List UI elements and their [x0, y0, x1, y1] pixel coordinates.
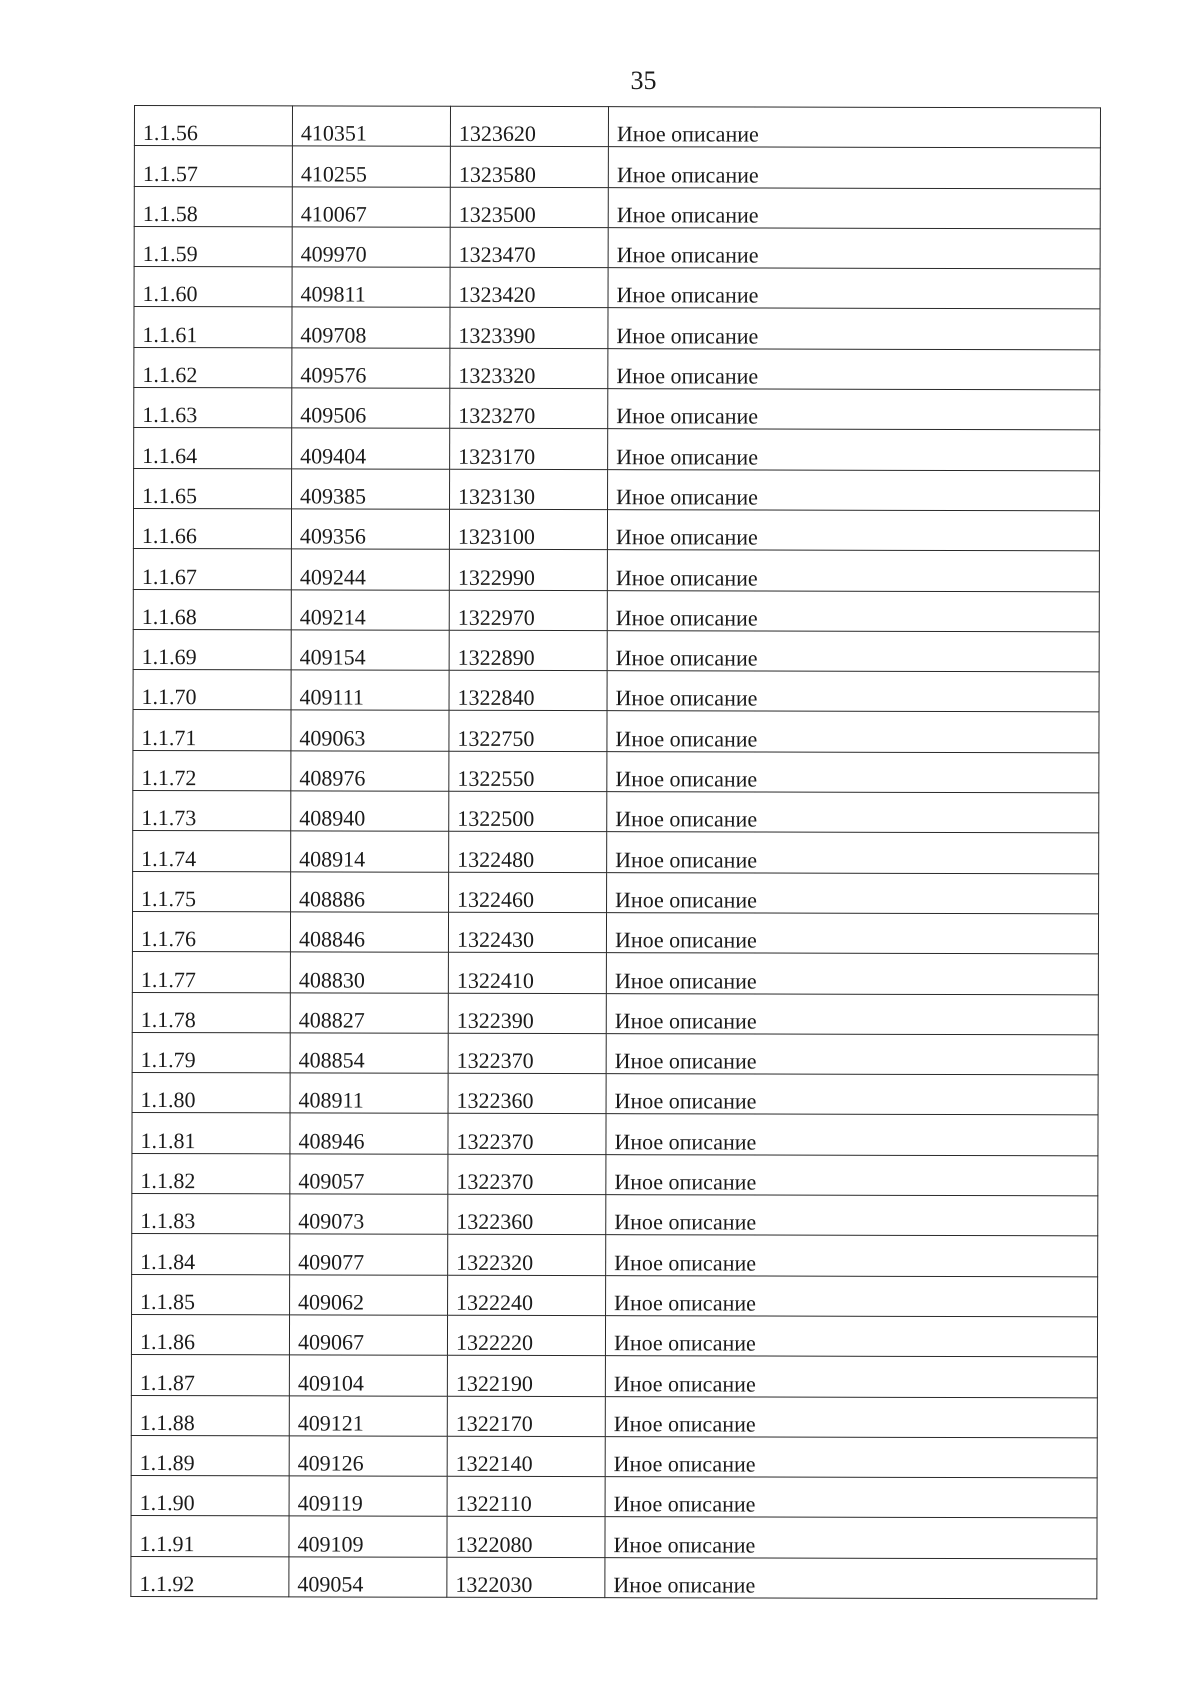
description-cell: Иное описание — [607, 792, 1099, 833]
table-row — [131, 1435, 1097, 1478]
x-coordinate-cell: 408827 — [290, 992, 448, 1033]
description-cell: Иное описание — [608, 228, 1100, 269]
x-coordinate-cell: 408914 — [291, 831, 449, 872]
description-cell: Иное описание — [607, 751, 1099, 792]
x-coordinate-cell: 408940 — [291, 791, 449, 832]
y-coordinate-cell: 1322110 — [447, 1476, 605, 1517]
x-coordinate-cell: 409067 — [289, 1315, 447, 1356]
point-number-cell: 1.1.64 — [134, 428, 292, 469]
table-row — [131, 1355, 1097, 1398]
y-coordinate-cell: 1322970 — [449, 590, 607, 631]
point-number-cell: 1.1.73 — [133, 791, 291, 832]
y-coordinate-cell: 1322500 — [449, 791, 607, 832]
table-row — [134, 146, 1100, 189]
y-coordinate-cell: 1322410 — [448, 953, 606, 994]
point-number-cell: 1.1.78 — [132, 992, 290, 1033]
table-row — [132, 992, 1098, 1035]
description-cell: Иное описание — [608, 268, 1100, 309]
table-row — [133, 589, 1099, 632]
point-number-cell: 1.1.89 — [131, 1435, 289, 1476]
y-coordinate-cell: 1322370 — [448, 1114, 606, 1155]
point-number-cell: 1.1.59 — [134, 226, 292, 267]
description-cell: Иное описание — [606, 913, 1098, 954]
x-coordinate-cell: 409104 — [289, 1355, 447, 1396]
y-coordinate-cell: 1322320 — [448, 1235, 606, 1276]
x-coordinate-cell: 409244 — [291, 549, 449, 590]
table-row — [134, 307, 1100, 350]
table-row — [131, 1314, 1097, 1357]
description-cell: Иное описание — [605, 1477, 1097, 1518]
y-coordinate-cell: 1322140 — [447, 1436, 605, 1477]
point-number-cell: 1.1.80 — [132, 1073, 290, 1114]
table-row — [132, 1153, 1098, 1196]
table-row — [133, 871, 1099, 914]
description-cell: Иное описание — [606, 993, 1098, 1034]
coordinates-table — [130, 105, 1101, 1599]
point-number-cell: 1.1.76 — [132, 911, 290, 952]
x-coordinate-cell: 409576 — [292, 348, 450, 389]
x-coordinate-cell: 408911 — [290, 1073, 448, 1114]
point-number-cell: 1.1.87 — [131, 1355, 289, 1396]
point-number-cell: 1.1.88 — [131, 1395, 289, 1436]
x-coordinate-cell: 409356 — [291, 509, 449, 550]
point-number-cell: 1.1.81 — [132, 1113, 290, 1154]
point-number-cell: 1.1.56 — [134, 106, 292, 147]
point-number-cell: 1.1.74 — [133, 831, 291, 872]
y-coordinate-cell: 1323500 — [450, 187, 608, 228]
table-row — [133, 549, 1099, 592]
x-coordinate-cell: 409121 — [289, 1395, 447, 1436]
x-coordinate-cell: 409154 — [291, 630, 449, 671]
table-row — [134, 428, 1100, 471]
x-coordinate-cell: 410067 — [292, 186, 450, 227]
table-row — [132, 911, 1098, 954]
y-coordinate-cell: 1323170 — [450, 429, 608, 470]
description-cell: Иное описание — [606, 1235, 1098, 1276]
table-row — [133, 629, 1099, 672]
point-number-cell: 1.1.67 — [133, 549, 291, 590]
description-cell: Иное описание — [607, 671, 1099, 712]
x-coordinate-cell: 409214 — [291, 589, 449, 630]
description-cell: Иное описание — [608, 147, 1100, 188]
x-coordinate-cell: 409970 — [292, 227, 450, 268]
description-cell: Иное описание — [607, 832, 1099, 873]
point-number-cell: 1.1.86 — [131, 1314, 289, 1355]
page-number: 35 — [630, 66, 657, 95]
y-coordinate-cell: 1322390 — [448, 993, 606, 1034]
table-row — [134, 388, 1100, 431]
x-coordinate-cell: 408946 — [290, 1113, 448, 1154]
y-coordinate-cell: 1322840 — [449, 670, 607, 711]
description-cell: Иное описание — [607, 631, 1099, 672]
x-coordinate-cell: 409385 — [292, 469, 450, 510]
y-coordinate-cell: 1322990 — [449, 550, 607, 591]
point-number-cell: 1.1.83 — [132, 1194, 290, 1235]
x-coordinate-cell: 409109 — [289, 1516, 447, 1557]
point-number-cell: 1.1.68 — [133, 589, 291, 630]
y-coordinate-cell: 1322890 — [449, 630, 607, 671]
y-coordinate-cell: 1323270 — [450, 388, 608, 429]
table-row — [132, 1073, 1098, 1116]
description-cell: Иное описание — [605, 1396, 1097, 1437]
description-cell: Иное описание — [608, 308, 1100, 349]
y-coordinate-cell: 1322360 — [448, 1194, 606, 1235]
point-number-cell: 1.1.84 — [132, 1234, 290, 1275]
y-coordinate-cell: 1322360 — [448, 1073, 606, 1114]
point-number-cell: 1.1.65 — [134, 468, 292, 509]
description-cell: Иное описание — [606, 1114, 1098, 1155]
table-body — [131, 106, 1101, 1599]
point-number-cell: 1.1.75 — [133, 871, 291, 912]
point-number-cell: 1.1.62 — [134, 347, 292, 388]
table-row — [134, 186, 1100, 229]
table-row — [131, 1556, 1097, 1599]
description-cell: Иное описание — [607, 711, 1099, 752]
table-row — [134, 267, 1100, 310]
description-cell: Иное описание — [605, 1436, 1097, 1477]
table-row — [133, 791, 1099, 834]
table-row — [132, 1274, 1098, 1317]
point-number-cell: 1.1.60 — [134, 267, 292, 308]
table-row — [134, 468, 1100, 511]
y-coordinate-cell: 1322170 — [447, 1396, 605, 1437]
table-row — [132, 1194, 1098, 1237]
point-number-cell: 1.1.79 — [132, 1032, 290, 1073]
description-cell: Иное описание — [606, 1154, 1098, 1195]
x-coordinate-cell: 409062 — [290, 1274, 448, 1315]
y-coordinate-cell: 1322220 — [447, 1315, 605, 1356]
description-cell: Иное описание — [607, 590, 1099, 631]
x-coordinate-cell: 409111 — [291, 670, 449, 711]
y-coordinate-cell: 1323100 — [449, 509, 607, 550]
x-coordinate-cell: 409811 — [292, 267, 450, 308]
description-cell: Иное описание — [606, 1195, 1098, 1236]
table-row — [131, 1476, 1097, 1519]
x-coordinate-cell: 409054 — [289, 1557, 447, 1598]
point-number-cell: 1.1.63 — [134, 388, 292, 429]
point-number-cell: 1.1.77 — [132, 952, 290, 993]
description-cell: Иное описание — [605, 1316, 1097, 1357]
y-coordinate-cell: 1323390 — [450, 308, 608, 349]
point-number-cell: 1.1.57 — [134, 146, 292, 187]
description-cell: Иное описание — [607, 510, 1099, 551]
y-coordinate-cell: 1322550 — [449, 751, 607, 792]
x-coordinate-cell: 409063 — [291, 710, 449, 751]
table-row — [132, 1032, 1098, 1075]
description-cell: Иное описание — [606, 1275, 1098, 1316]
point-number-cell: 1.1.58 — [134, 186, 292, 227]
table-row — [131, 1516, 1097, 1559]
y-coordinate-cell: 1322750 — [449, 711, 607, 752]
y-coordinate-cell: 1323420 — [450, 267, 608, 308]
x-coordinate-cell: 410351 — [292, 106, 450, 147]
x-coordinate-cell: 409708 — [292, 307, 450, 348]
description-cell: Иное описание — [606, 1033, 1098, 1074]
table-row — [133, 670, 1099, 713]
point-number-cell: 1.1.70 — [133, 670, 291, 711]
x-coordinate-cell: 409119 — [289, 1476, 447, 1517]
x-coordinate-cell: 409077 — [290, 1234, 448, 1275]
point-number-cell: 1.1.92 — [131, 1556, 289, 1597]
table-row — [132, 1113, 1098, 1156]
table-row — [134, 347, 1100, 390]
table-row — [133, 831, 1099, 874]
table-row — [132, 1234, 1098, 1277]
table-row — [133, 750, 1099, 793]
description-cell: Иное описание — [607, 550, 1099, 591]
x-coordinate-cell: 408886 — [291, 872, 449, 913]
y-coordinate-cell: 1322460 — [449, 872, 607, 913]
y-coordinate-cell: 1323620 — [450, 106, 608, 147]
description-cell: Иное описание — [608, 389, 1100, 430]
point-number-cell: 1.1.90 — [131, 1476, 289, 1517]
x-coordinate-cell: 408830 — [290, 952, 448, 993]
y-coordinate-cell: 1323580 — [450, 147, 608, 188]
y-coordinate-cell: 1322080 — [447, 1517, 605, 1558]
description-cell: Иное описание — [606, 953, 1098, 994]
x-coordinate-cell: 410255 — [292, 146, 450, 187]
point-number-cell: 1.1.61 — [134, 307, 292, 348]
table-row — [133, 508, 1099, 551]
y-coordinate-cell: 1323320 — [450, 348, 608, 389]
point-number-cell: 1.1.82 — [132, 1153, 290, 1194]
point-number-cell: 1.1.71 — [133, 710, 291, 751]
point-number-cell: 1.1.85 — [132, 1274, 290, 1315]
y-coordinate-cell: 1322370 — [448, 1033, 606, 1074]
x-coordinate-cell: 409506 — [292, 388, 450, 429]
y-coordinate-cell: 1322480 — [449, 832, 607, 873]
description-cell: Иное описание — [608, 469, 1100, 510]
point-number-cell: 1.1.91 — [131, 1516, 289, 1557]
description-cell: Иное описание — [605, 1356, 1097, 1397]
y-coordinate-cell: 1322030 — [447, 1557, 605, 1598]
x-coordinate-cell: 408846 — [290, 912, 448, 953]
y-coordinate-cell: 1323470 — [450, 227, 608, 268]
table-row — [133, 710, 1099, 753]
point-number-cell: 1.1.72 — [133, 750, 291, 791]
y-coordinate-cell: 1323130 — [450, 469, 608, 510]
y-coordinate-cell: 1322430 — [448, 912, 606, 953]
y-coordinate-cell: 1322190 — [447, 1355, 605, 1396]
description-cell: Иное описание — [605, 1557, 1097, 1598]
x-coordinate-cell: 409126 — [289, 1436, 447, 1477]
x-coordinate-cell: 409404 — [292, 428, 450, 469]
description-cell: Иное описание — [607, 872, 1099, 913]
description-cell: Иное описание — [608, 187, 1100, 228]
x-coordinate-cell: 409057 — [290, 1154, 448, 1195]
point-number-cell: 1.1.66 — [133, 508, 291, 549]
x-coordinate-cell: 409073 — [290, 1194, 448, 1235]
table-row — [132, 952, 1098, 995]
point-number-cell: 1.1.69 — [133, 629, 291, 670]
x-coordinate-cell: 408976 — [291, 751, 449, 792]
table-row — [131, 1395, 1097, 1438]
table-row — [134, 226, 1100, 269]
description-cell: Иное описание — [608, 429, 1100, 470]
description-cell: Иное описание — [608, 107, 1100, 148]
y-coordinate-cell: 1322370 — [448, 1154, 606, 1195]
description-cell: Иное описание — [605, 1517, 1097, 1558]
description-cell: Иное описание — [606, 1074, 1098, 1115]
table-row — [134, 106, 1100, 149]
description-cell: Иное описание — [608, 348, 1100, 389]
x-coordinate-cell: 408854 — [290, 1033, 448, 1074]
y-coordinate-cell: 1322240 — [448, 1275, 606, 1316]
